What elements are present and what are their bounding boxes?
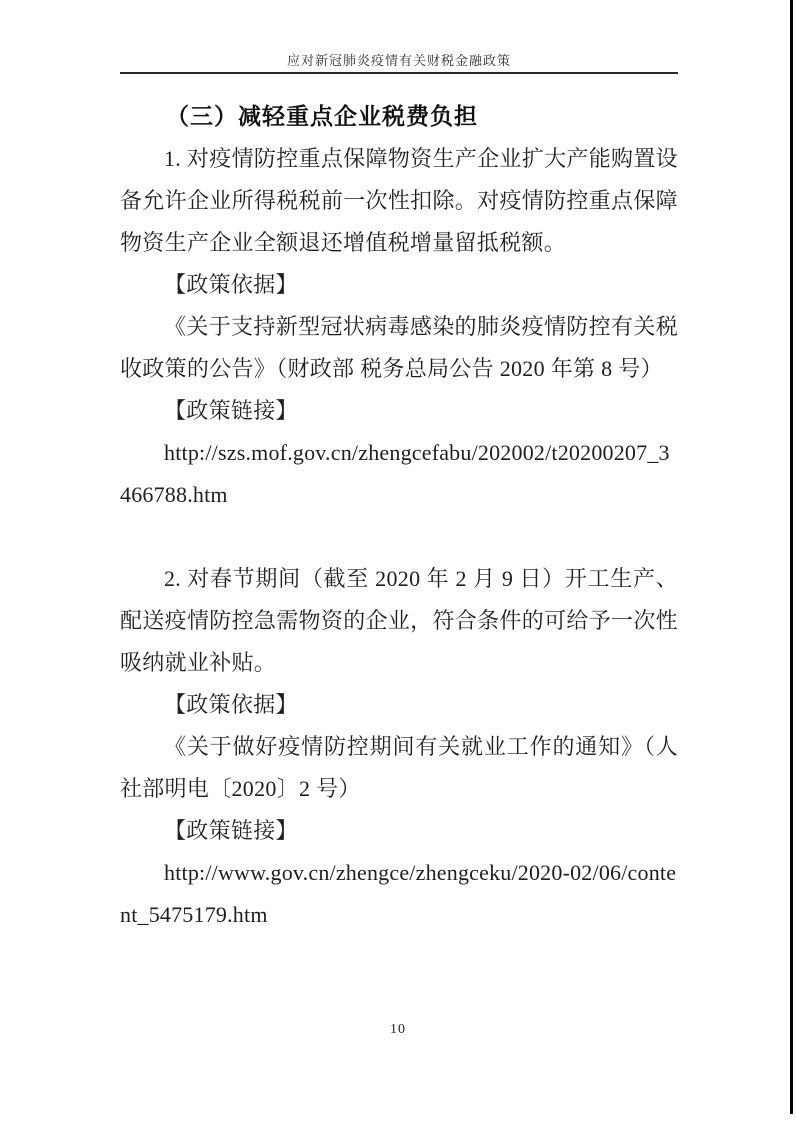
- policy-link-label: 【政策链接】: [164, 398, 298, 423]
- scan-edge-artifact: [790, 0, 793, 1114]
- running-header-title: 应对新冠肺炎疫情有关财税金融政策: [286, 53, 511, 68]
- policy-basis-label: 【政策依据】: [164, 272, 298, 297]
- page-number: 10: [390, 1022, 406, 1037]
- policy-link-url: http://www.gov.cn/zhengce/zhengceku/2020-02/06/content_5475179.htm: [120, 860, 677, 927]
- policy-link-label: 【政策链接】: [164, 818, 298, 843]
- policy-basis-reference: 《关于做好疫情防控期间有关就业工作的通知》（人社部明电〔2020〕2 号）: [120, 734, 678, 801]
- policy-link-url: http://szs.mof.gov.cn/zhengcefabu/202002/t20200207_3466788.htm: [120, 440, 670, 507]
- body-paragraph: 2. 对春节期间（截至 2020 年 2 月 9 日）开工生产、配送疫情防控急需物资的企业，符合条件的可给予一次性吸纳就业补贴。: [120, 566, 678, 675]
- header-rule-line: [120, 72, 678, 74]
- page-content: [120, 0, 678, 936]
- policy-basis-reference: 《关于支持新型冠状病毒感染的肺炎疫情防控有关税收政策的公告》（财政部 税务总局公告 2020 年第 8 号）: [120, 314, 678, 381]
- body-paragraph: 1. 对疫情防控重点保障物资生产企业扩大产能购置设备允许企业所得税税前一次性扣除。对疫情防控重点保障物资生产企业全额退还增值税增量留抵税额。: [120, 146, 678, 255]
- policy-basis-label: 【政策依据】: [164, 692, 298, 717]
- section-heading: （三）减轻重点企业税费负担: [166, 104, 478, 129]
